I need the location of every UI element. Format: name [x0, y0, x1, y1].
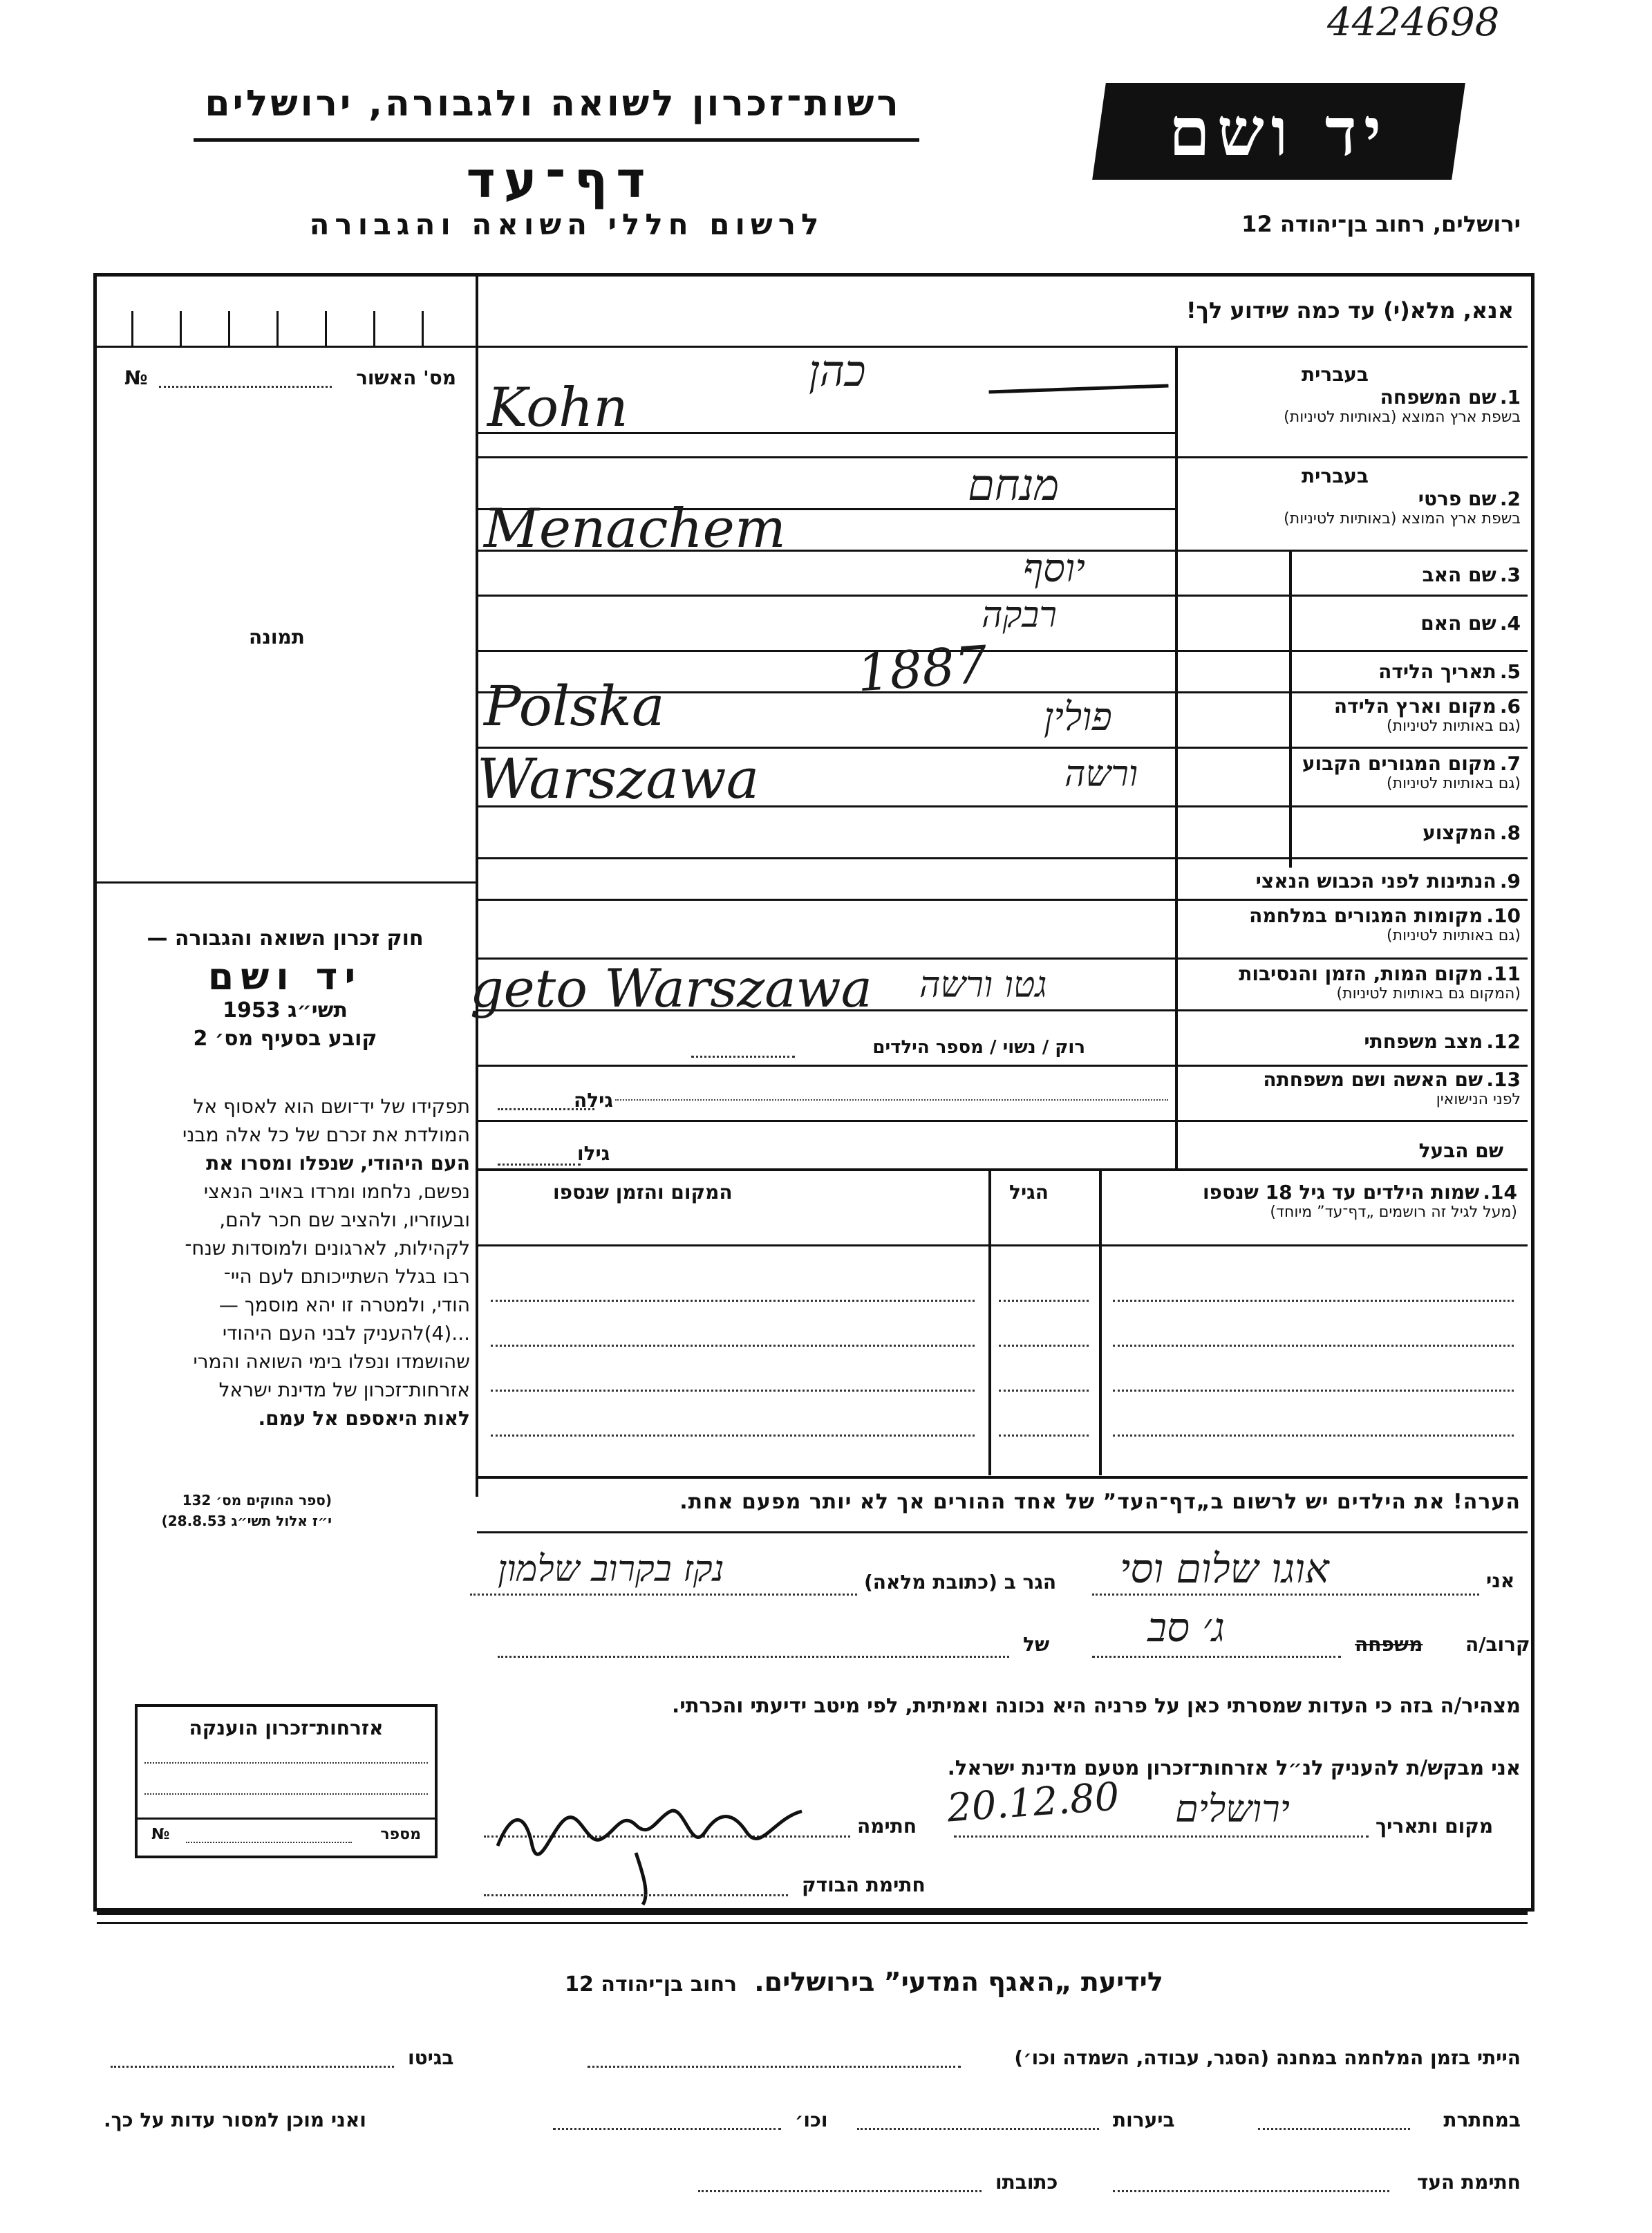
- bottom-line-1: הייתי בזמן המלחמה במחנה (הסגר, עבודה, השמדה וכו׳) בגיטו: [104, 2046, 1521, 2081]
- death-place-latin[interactable]: geto Warszawa: [470, 957, 872, 1019]
- children-note: הערה! את הילדים יש לרשום ב„דף־העד” של אחד ההורים אך לא יותר מפעם אחת.: [679, 1490, 1521, 1514]
- birthplace-latin[interactable]: Polska: [484, 674, 665, 738]
- field-8-label: 8. המקצוע: [1423, 821, 1521, 844]
- certificate-title: אזרחות־זכרון הוענקה: [189, 1717, 384, 1739]
- husband-age-label: גילו: [577, 1142, 610, 1165]
- law-year: תשי״ג 1953: [223, 998, 348, 1022]
- children-header: 14. שמות הילדים עד גיל 18 שנספו (מעל לגיל זה רושמים „דף־עד” מיוחד): [1202, 1181, 1517, 1221]
- birthplace-hebrew[interactable]: פולין: [1044, 695, 1112, 740]
- wife-age-label: גילה: [574, 1089, 613, 1112]
- mother-name[interactable]: רבקה: [982, 595, 1057, 636]
- father-name[interactable]: יוסף: [1023, 546, 1085, 591]
- registry-label[interactable]: מס' האשור: [356, 366, 456, 389]
- bottom-separator-1: [97, 1912, 1528, 1915]
- law-text: תפקידו של יד־ושם הוא לאסוף אל המולדת את זכרם של כל אלה מבני העם היהודי, שנפלו ומסרו את נפשם, נלחמו ומרדו באויב הנאצי ובעוזריו, ולהציב שם חכר להם, לקהילות, לארגונים ולמוסדות שנח־ רבו בגלל השתייכותם לעם היי־ הודי, ולמטרה זו יהא מוסמך — ...(4)להעניק לבני העם היהודי שהושמדו ונפלו בימי השואה והמרי אזרחות־זכרון של מדינת ישראל לאות היאספם אל עמם.: [182, 1095, 470, 1430]
- field-3-label: 3. שם האב: [1422, 563, 1521, 586]
- field-10-label: 10. מקומות המגורים במלחמה (גם באותיות לטיניות): [1249, 904, 1521, 944]
- field-5-label: 5. תאריך הלידה: [1378, 660, 1521, 683]
- signing-place[interactable]: ירושלים: [1175, 1787, 1290, 1831]
- bottom-title-row: [484, 1967, 1244, 1997]
- place-date-label: מקום ותאריך: [1376, 1815, 1494, 1838]
- certificate-number-label: מספר: [380, 1826, 421, 1843]
- relative-label: קרוב/ה: [1465, 1633, 1530, 1656]
- bottom-line-2: במחתרת ביערות וכו׳ ואני מוכן למסור עדות על כך.: [104, 2109, 1521, 2131]
- law-reference: (ספר החוקים מס׳ 132 י״ז אלול תשי״ג 28.8.53): [161, 1492, 332, 1529]
- signing-date[interactable]: 20.12.80: [946, 1774, 1121, 1831]
- yad-vashem-logo: [1092, 83, 1465, 180]
- citizenship-request: אני מבקש/ת להעניק לנ״ל אזרחות־זכרון מטעם מדינת ישראל.: [947, 1756, 1521, 1779]
- registry-row: [124, 366, 456, 394]
- resides-label: הגר ב (כתובת מלאה): [864, 1571, 1057, 1594]
- field-6-label: 6. מקום וארץ הלידה (גם באותיות לטיניות): [1333, 695, 1521, 735]
- checker-label: חתימת הבודק: [802, 1874, 926, 1896]
- field-7-label: 7. מקום המגורים הקבוע (גם באותיות לטיניות): [1302, 752, 1521, 792]
- children-age-col: הגיל: [1009, 1181, 1049, 1204]
- affirmation: מצהיר/ה בזה כי העדות שמסרתי כאן על פרניה היא נכונה ואמיתית, לפי מיטב ידיעתי והכרתי.: [672, 1694, 1521, 1717]
- photo-label: תמונה: [249, 626, 305, 648]
- husband-label: שם הבעל: [1418, 1139, 1503, 1162]
- signature-label: חתימה: [857, 1815, 917, 1838]
- law-sidebar: [100, 926, 470, 1051]
- law-title: חוק זכרון השואה והגבורה —: [147, 926, 424, 951]
- form-subtitle: לרשום חללי השואה והגבורה: [309, 207, 825, 241]
- field-12-label: 12. מצב משפחתי: [1364, 1030, 1521, 1053]
- label-divider: [1175, 346, 1178, 1168]
- residence-latin[interactable]: Warszawa: [477, 747, 760, 811]
- children-place-col: המקום והזמן שנספו: [553, 1181, 733, 1204]
- field-9-label: 9. הנתינות לפני הכבוש הנאצי: [1255, 870, 1521, 893]
- declaration-ani: אני: [1486, 1569, 1515, 1592]
- form-title: דף־עד: [466, 151, 654, 209]
- field-13-label: 13. שם האשה ושם משפחתה לפני הנישואין: [1263, 1068, 1521, 1108]
- field-4-label: 4. שם האם: [1420, 612, 1521, 635]
- bottom-line-3: חתימת העד כתובתו: [104, 2171, 1521, 2205]
- relative-struck: משפחה: [1355, 1633, 1423, 1656]
- note-divider: [477, 1531, 1528, 1533]
- firstname-hebrew[interactable]: מנחם: [968, 460, 1060, 510]
- instruction: אנא, מלא(י) עד כמה שידוע לך!: [1185, 297, 1514, 324]
- registry-no-sign: №: [124, 366, 148, 389]
- family-status-options[interactable]: רוק / נשוי / מספר הילדים: [872, 1037, 1085, 1058]
- memorial-citizenship-box: [135, 1704, 438, 1858]
- surname-latin[interactable]: Kohn: [487, 377, 628, 439]
- field-1-label: בעברית 1. שם המשפחה בשפת ארץ המוצא (באותיות לטיניות): [1284, 363, 1521, 426]
- photo-bottom: [97, 881, 477, 884]
- law-name: יד ושם: [207, 955, 363, 998]
- law-section: קובע בסעיף מס׳ 2: [193, 1027, 377, 1051]
- relative-value[interactable]: ג׳ סב: [1147, 1604, 1225, 1651]
- witness-signature[interactable]: [484, 1770, 829, 1908]
- certificate-no-sign: №: [151, 1826, 170, 1843]
- archive-number: 4424698: [1327, 0, 1500, 45]
- residence-hebrew[interactable]: ורשה: [1064, 754, 1138, 795]
- witness-address[interactable]: נקז בקרוב שלמון: [498, 1549, 724, 1590]
- bottom-address: רחוב בן־יהודה 12: [565, 1972, 738, 1997]
- field-2-label: בעברית 2. שם פרטי בשפת ארץ המוצא (באותיות לטיניות): [1284, 465, 1521, 527]
- authority-underline: [194, 138, 919, 142]
- witness-name[interactable]: אוגו שלום וסי: [1120, 1545, 1329, 1592]
- firstname-latin[interactable]: Menachem: [484, 498, 786, 560]
- logo-text: יד ושם: [1169, 92, 1389, 171]
- bottom-title: לידיעת „האגף המדעי” בירושלים.: [754, 1967, 1163, 1997]
- header-address: ירושלים, רחוב בן־יהודה 12: [1241, 211, 1521, 237]
- surname-hebrew[interactable]: כהן: [809, 346, 866, 396]
- registry-ticks: [97, 290, 473, 346]
- authority-title: רשות־זכרון לשואה ולגבורה, ירושלים: [205, 83, 901, 124]
- children-count-line[interactable]: [691, 1056, 795, 1058]
- of-label: של: [1023, 1633, 1050, 1656]
- birth-date[interactable]: 1887: [855, 635, 990, 704]
- bottom-separator-2: [97, 1922, 1528, 1924]
- field-11-label: 11. מקום המות, הזמן והנסיבות (המקום גם באותיות לטיניות): [1239, 962, 1521, 1002]
- death-place-hebrew[interactable]: גטו ורשה: [919, 964, 1047, 1006]
